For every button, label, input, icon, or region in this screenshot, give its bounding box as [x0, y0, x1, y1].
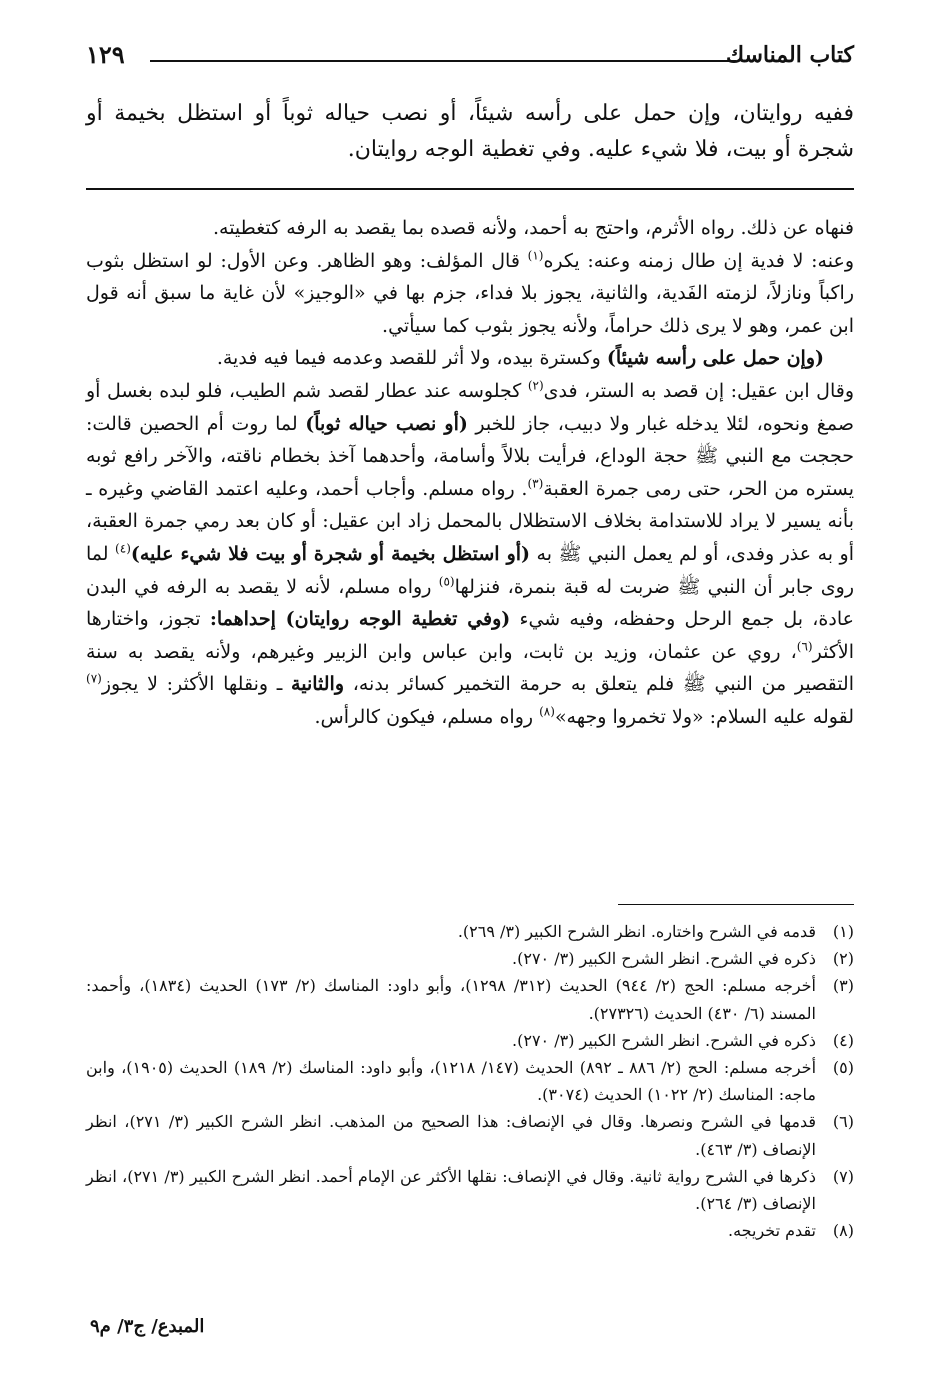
- footnote-text: تقدم تخريجه.: [728, 1221, 816, 1241]
- footnote-text: ذكره في الشرح. انظر الشرح الكبير (٣/ ٢٧٠).: [512, 1030, 816, 1050]
- text-run: لما روى جابر أن النبي ﷺ ضربت له قبة بنمرة، فنزلها: [86, 542, 854, 598]
- footnote: [86, 1217, 854, 1244]
- footnote-text: قدمها في الشرح ونصرها. وقال في الإنصاف: هذا الصحيح من المذهب. انظر الشرح الكبير (٣/ ٢٧١)، انظر الإنصاف (٣/ ٤٦٣).: [86, 1112, 817, 1159]
- footnote-separator: [618, 904, 854, 905]
- footnote: [86, 972, 854, 1026]
- footnote-number: (٢): [832, 949, 854, 969]
- footnote-marker: (٥): [438, 574, 455, 589]
- footnote-number: (٣): [832, 976, 854, 996]
- text-run: وكسترة بيده، ولا أثر للقصد وعدمه فيما فيه فدية.: [216, 347, 607, 370]
- footnotes: [86, 918, 854, 1244]
- footnote-marker: (٧): [86, 671, 102, 686]
- text-run: ـ ونقلها الأكثر: لا يجوز: [101, 673, 292, 696]
- quoted-matn: (أو نصب حياله ثوباً): [305, 412, 468, 435]
- commentary: [86, 212, 854, 734]
- footnote-number: (٨): [832, 1221, 854, 1241]
- footnote-number: (٦): [832, 1112, 854, 1132]
- text-separator: [86, 188, 854, 190]
- header-rule: [150, 60, 736, 62]
- commentary-paragraph: [86, 342, 854, 375]
- main-text: ففيه روايتان، وإن حمل على رأسه شيئاً، أو نصب حياله ثوباً أو استظل بخيمة أو شجرة أو بيت، فلا شيء عليه. وفي تغطية الوجه روايتان.: [86, 101, 854, 162]
- text-run: رواه مسلم، لأنه لا يقصد به الرفه في البدن عادة، بل جمع الرحل وحفظه، وفيه شيء: [86, 575, 854, 631]
- footnote-text: ذكره في الشرح. انظر الشرح الكبير (٣/ ٢٧٠).: [512, 949, 816, 969]
- commentary-paragraph: [86, 245, 854, 343]
- footnote-marker: (٢): [527, 378, 544, 393]
- footnote: [86, 1108, 854, 1162]
- footnote-number: (٥): [832, 1058, 854, 1078]
- footnote: [86, 1027, 854, 1054]
- text-run: وقال ابن عقيل: إن قصد به الستر، فدى: [543, 379, 854, 402]
- text-run: لما روت أم الحصين قالت: حججت مع النبي ﷺ حجة الوداع، فرأيت بلالاً وأسامة، وأحدهما آخذ بخطام ناقته، والآخر رافع ثوبه يستره من الحر، حتى رمى جمرة العقبة: [86, 412, 854, 500]
- footnote-marker: (١): [527, 248, 544, 263]
- footnote-marker: (٤): [115, 541, 131, 556]
- text-run: قال المؤلف: وهو الظاهر. وعن الأول: لو استظل بثوب راكباً ونازلاً، لزمته الفَدية، والثانية، يجوز بلا فداء، جزم بها في «الوجيز» لأن غاية ما سبق أنه قول ابن عمر، وهو لا يرى ذلك حراماً، ولأنه يجوز بثوب كما سيأتي.: [86, 249, 854, 337]
- footnote-text: ذكرها في الشرح رواية ثانية. وقال في الإنصاف: نقلها الأكثر عن الإمام أحمد. انظر الشرح الكبير (٣/ ٢٧١)، انظر الإنصاف (٣/ ٢٦٤).: [86, 1166, 817, 1214]
- text-run: . رواه مسلم. وأجاب أحمد، وعليه اعتمد القاضي وغيره ـ بأنه يسير لا يراد للاستدامة بخلاف الاستظلال بالمحمل زاد ابن عقيل: أو كان بعد رمي جمرة العقبة، أو به عذر وفدى، أو لم يعمل النبي ﷺ به: [86, 477, 854, 565]
- book-title: كتاب المناسك: [725, 42, 854, 68]
- text-run: رواه مسلم، فيكون كالرأس.: [314, 705, 540, 728]
- text-run: لقوله عليه السلام: «ولا تخمروا وجهه»: [554, 705, 854, 728]
- quoted-matn: (وفي تغطية الوجه روايتان) إحداهما:: [209, 608, 511, 631]
- text-run: وعنه: لا فدية إن طال زمنه وعنه: يكره: [543, 249, 854, 272]
- footnote-marker: (٦): [796, 639, 813, 654]
- footnote-text: قدمه في الشرح واختاره. انظر الشرح الكبير (٣/ ٢٦٩).: [457, 922, 816, 941]
- footnote-number: (١): [832, 922, 854, 941]
- footnote: [86, 945, 854, 972]
- footnote-marker: (٨): [539, 704, 555, 719]
- footnote-text: أخرجه مسلم: الحج (٢/ ٨٨٦ ـ ٨٩٢) الحديث (١٤٧/ ١٢١٨)، وأبو داود: المناسك (٢/ ١٨٩) الحديث (١٩٠٥)، وابن ماجه: المناسك (٢/ ١٠٢٢) الحديث (٣٠٧٤).: [86, 1058, 817, 1105]
- quoted-matn: (أو استظل بخيمة أو شجرة أو بيت فلا شيء عليه): [130, 542, 531, 565]
- quoted-matn: (وإن حمل على رأسه شيئاً): [606, 347, 824, 370]
- footnote-text: أخرجه مسلم: الحج (٢/ ٩٤٤) الحديث (٣١٢/ ١٢٩٨)، وأبو داود: المناسك (٢/ ١٧٣) الحديث (١٨٣٤)، وأحمد: المسند (٦/ ٤٣٠) الحديث (٢٧٣٢٦).: [86, 976, 816, 1023]
- signature-mark: المبدع/ ج٣/ م٩: [90, 1316, 205, 1337]
- footnote-number: (٧): [832, 1166, 854, 1186]
- footnote-number: (٤): [832, 1030, 854, 1050]
- commentary-paragraph: فنهاه عن ذلك. رواه الأثرم، واحتج به أحمد، ولأنه قصده بما يقصد به الرفه كتغطيته.: [212, 217, 854, 239]
- page-number: ١٢٩: [86, 40, 125, 69]
- text-run: كجلوسه عند عطار لقصد شم الطيب، فلو لبده بغسل أو صمغ ونحوه، لئلا يدخله غبار ولا دبيب، جاز للخبر: [86, 379, 855, 435]
- page-header: [86, 36, 854, 72]
- text-run: ، روي عن عثمان، وزيد بن ثابت، وابن عباس وابن الزبير وغيرهم، ولأنه يقصد به سنة التقصير من النبي ﷺ فلم يتعلق به حرمة التخمير كسائر بدنه،: [86, 640, 854, 696]
- footnote: [86, 918, 854, 945]
- footnote-marker: (٣): [527, 476, 544, 491]
- footnote: [86, 1163, 854, 1217]
- commentary-paragraph: [86, 375, 854, 734]
- text-run: تجوز، واختارها الأكثر: [86, 608, 854, 663]
- bold-term: والثانية: [291, 673, 345, 696]
- footnote: [86, 1054, 854, 1108]
